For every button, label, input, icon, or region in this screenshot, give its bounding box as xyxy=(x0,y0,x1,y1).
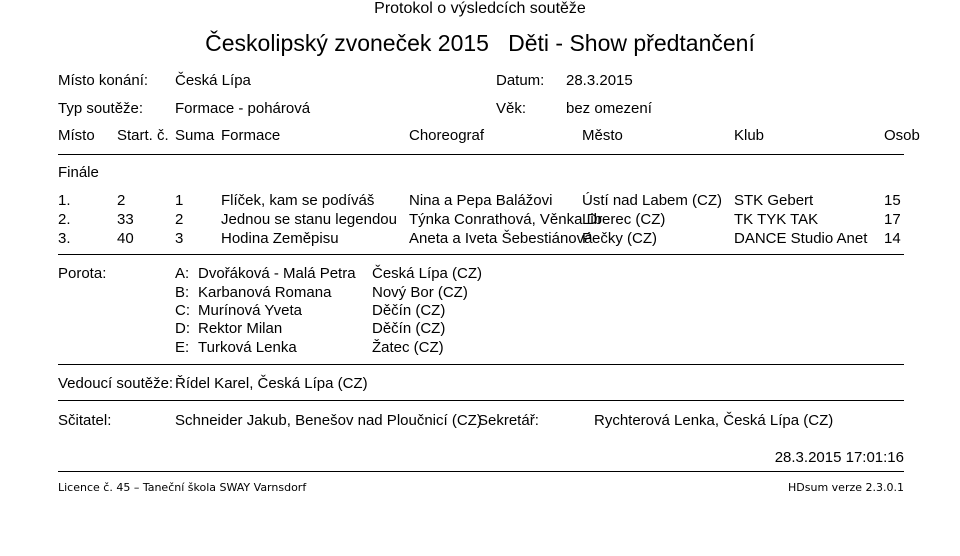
jury-city: Děčín (CZ) xyxy=(372,302,446,319)
row-persons: 14 xyxy=(884,230,901,247)
row-choreographer: Nina a Pepa Balážovi xyxy=(409,192,553,209)
divider xyxy=(58,254,904,255)
row-formation: Jednou se stanu legendou xyxy=(221,211,397,228)
leader-value: Řídel Karel, Česká Lípa (CZ) xyxy=(175,375,368,392)
row-sum: 1 xyxy=(175,192,184,209)
row-formation: Hodina Zeměpisu xyxy=(221,230,339,247)
row-city: Liberec (CZ) xyxy=(582,211,666,228)
divider xyxy=(58,154,904,155)
place-value: Česká Lípa xyxy=(175,72,251,89)
col-persons: Osob xyxy=(884,127,920,144)
row-persons: 17 xyxy=(884,211,901,228)
row-start: 33 xyxy=(117,211,134,228)
jury-letter: D: xyxy=(175,320,190,337)
jury-name: Karbanová Romana xyxy=(198,284,332,301)
row-city: Pečky (CZ) xyxy=(582,230,657,247)
age-value: bez omezení xyxy=(566,100,652,117)
row-club: STK Gebert xyxy=(734,192,814,209)
jury-name: Rektor Milan xyxy=(198,320,283,337)
row-persons: 15 xyxy=(884,192,901,209)
competition-title: Českolipský zvoneček 2015 Děti - Show předtančení xyxy=(205,30,755,56)
jury-name: Murínová Yveta xyxy=(198,302,302,319)
counter-value: Schneider Jakub, Benešov nad Ploučnicí (CZ) xyxy=(175,412,482,429)
col-place: Místo xyxy=(58,127,95,144)
date-label: Datum: xyxy=(496,72,545,89)
row-choreographer: Týnka Conrathová, Věnka Dr xyxy=(409,211,603,228)
secretary-value: Rychterová Lenka, Česká Lípa (CZ) xyxy=(594,412,834,429)
row-sum: 2 xyxy=(175,211,184,228)
row-club: DANCE Studio Anet xyxy=(734,230,868,247)
jury-letter: C: xyxy=(175,302,190,319)
secretary-label: Sekretář: xyxy=(478,412,539,429)
page-title: Protokol o výsledcích soutěže xyxy=(374,0,586,17)
jury-city: Nový Bor (CZ) xyxy=(372,284,468,301)
jury-letter: A: xyxy=(175,265,190,282)
col-start: Start. č. xyxy=(117,127,169,144)
type-label: Typ soutěže: xyxy=(58,100,144,117)
section-title: Finále xyxy=(58,164,99,181)
row-city: Ústí nad Labem (CZ) xyxy=(582,192,723,209)
row-start: 40 xyxy=(117,230,134,247)
jury-letter: E: xyxy=(175,339,190,356)
jury-city: Děčín (CZ) xyxy=(372,320,446,337)
divider xyxy=(58,364,904,365)
row-sum: 3 xyxy=(175,230,184,247)
row-place: 1. xyxy=(58,192,71,209)
row-place: 2. xyxy=(58,211,71,228)
row-club: TK TYK TAK xyxy=(734,211,819,228)
row-start: 2 xyxy=(117,192,126,209)
leader-label: Vedoucí soutěže: xyxy=(58,375,174,392)
col-club: Klub xyxy=(734,127,765,144)
jury-letter: B: xyxy=(175,284,190,301)
counter-label: Sčitatel: xyxy=(58,412,112,429)
jury-name: Turková Lenka xyxy=(198,339,297,356)
type-value: Formace - pohárová xyxy=(175,100,311,117)
row-choreographer: Aneta a Iveta Šebestiánová xyxy=(409,230,593,247)
col-sum: Suma xyxy=(175,127,215,144)
col-choreographer: Choreograf xyxy=(409,127,485,144)
col-city: Město xyxy=(582,127,623,144)
row-formation: Flíček, kam se podíváš xyxy=(221,192,375,209)
jury-name: Dvořáková - Malá Petra xyxy=(198,265,356,282)
footer-license: Licence č. 45 – Taneční škola SWAY Varnsdorf xyxy=(58,481,307,494)
divider xyxy=(58,471,904,472)
jury-label: Porota: xyxy=(58,265,107,282)
jury-city: Česká Lípa (CZ) xyxy=(372,265,483,282)
place-label: Místo konání: xyxy=(58,72,149,89)
row-place: 3. xyxy=(58,230,71,247)
age-label: Věk: xyxy=(496,100,527,117)
timestamp: 28.3.2015 17:01:16 xyxy=(774,449,904,466)
col-formation: Formace xyxy=(221,127,281,144)
date-value: 28.3.2015 xyxy=(566,72,633,89)
divider xyxy=(58,400,904,401)
jury-city: Žatec (CZ) xyxy=(372,339,444,356)
footer-version: HDsum verze 2.3.0.1 xyxy=(788,481,904,494)
